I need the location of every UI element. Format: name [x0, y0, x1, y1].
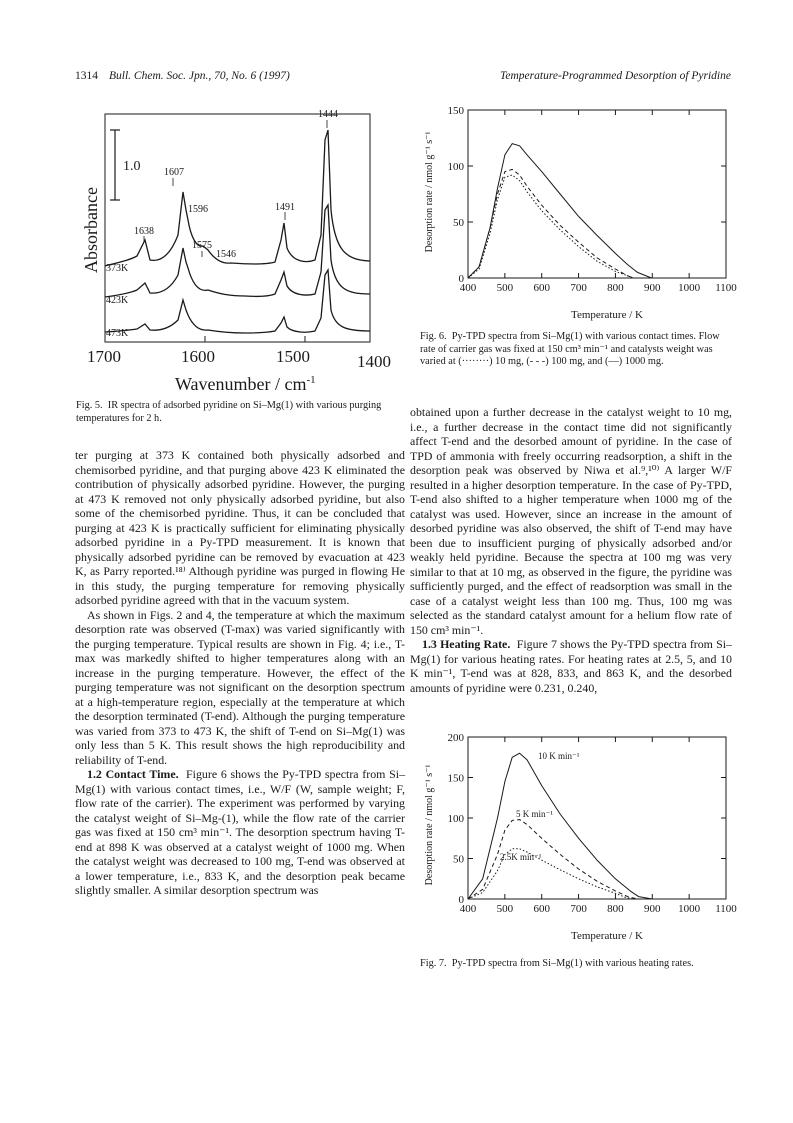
- fig7-ylabel: Desorption rate / nmol g⁻¹ s⁻¹: [424, 764, 435, 886]
- fig5-xtick-1400: 1400: [357, 352, 391, 371]
- fig7-caption-label: Fig. 7.: [420, 958, 447, 969]
- fig7-curve-label-5k: 5 K min⁻¹: [516, 809, 553, 819]
- fig5-ir-spectra: [75, 100, 405, 400]
- fig7-caption: [420, 958, 730, 971]
- right-paragraph-2: [410, 637, 732, 695]
- fig7-ytick-label-200: 200: [447, 732, 464, 744]
- fig6-xtick-label-400: 400: [459, 282, 477, 294]
- fig6-series-2: [468, 175, 726, 278]
- fig5-series-373k: 373K: [106, 263, 129, 274]
- fig7-xtick-label-600: 600: [533, 903, 550, 915]
- fig6-xtick-label-700: 700: [570, 282, 587, 294]
- page-number: 1314: [75, 70, 98, 82]
- fig5-caption-text: IR spectra of adsorbed pyridine on Si–Mg(1) with various purging temperatures for 2 h.: [76, 400, 382, 424]
- fig5-trace-473k: [105, 270, 370, 333]
- fig7-ytick-label-100: 100: [447, 813, 464, 825]
- left-paragraph-2: As shown in Figs. 2 and 4, the temperature at which the maximum desorption rate was observed (T-max) was varied significantly with the purging temperature. Typical results are shown in Fig. 4; i.e., T-max was markedly shifted to higher temperatures along with an increase in the purging temperature. However, the effect of the purging temperature was not significant on the desorption spectrum at a high-temperature region, especially at the temperature at which the desorption terminated (T-end). Although the purging temperature was varied from 373 to 473 K, the shift of T-end on Si–Mg(1) was only less than 5 K. This result shows the high reproducibility and reliability of T-end.: [75, 607, 405, 767]
- section-1-2-text: Figure 6 shows the Py-TPD spectra from Si–Mg(1) with various contact times, i.e., W/F (W, sample weight; F, flow rate of the carrier). The experiment was performed by varying the catalyst weight of Si–Mg-(1), while the flow rate of the carrier gas was fixed at 150 cm³ min⁻¹. The desorption spectrum having T-end at 898 K was observed at a catalyst weight of 1000 mg. When the catalyst weight was decreased to 100 mg, T-end was observed at a lower temperature, i.e., 833 K, and the desorption peak became slightly smaller. A similar desorption spectrum was: [75, 767, 406, 897]
- fig7-xtick-label-400: 400: [459, 903, 477, 915]
- left-column: [75, 448, 405, 898]
- fig7-xtick-label-500: 500: [496, 903, 514, 915]
- fig6-xtick-label-800: 800: [607, 282, 624, 294]
- fig5-peak-1575: 1575: [192, 240, 212, 251]
- fig6-caption-text: Py-TPD spectra from Si–Mg(1) with various contact times. Flow rate of carrier gas was fixed at 150 cm³ min⁻¹ and catalysts weight was varied at (········) 10 mg, (- - -) 100 mg, and (—) 1000 mg.: [420, 331, 720, 367]
- fig5-xtick-1700: 1700: [87, 347, 121, 366]
- fig6-ytick-label-100: 100: [447, 161, 464, 173]
- fig5-trace-423k: [105, 205, 370, 297]
- fig7-xtick-label-1100: 1100: [715, 903, 737, 915]
- fig6-caption-label: Fig. 6.: [420, 331, 447, 342]
- fig5-peak-1638: 1638: [134, 226, 154, 237]
- fig7-ytick-label-50: 50: [453, 853, 464, 866]
- fig6-xtick-label-600: 600: [533, 282, 550, 294]
- fig5-peak-1491: 1491: [275, 202, 295, 213]
- section-1-3-heading: 1.3 Heating Rate.: [422, 637, 511, 651]
- section-1-2-heading: 1.2 Contact Time.: [87, 767, 179, 781]
- fig6-ylabel: Desorption rate / nmol g⁻¹ s⁻¹: [424, 131, 435, 253]
- fig6-chart: [420, 100, 737, 322]
- fig5-xtick-1600: 1600: [181, 347, 215, 366]
- fig7-ytick-label-150: 150: [447, 772, 464, 785]
- fig6-ytick-label-0: 0: [458, 273, 464, 285]
- fig5-caption: [76, 400, 402, 425]
- fig5-scale-label: 1.0: [123, 159, 141, 174]
- fig7-chart: [420, 725, 737, 943]
- fig7-curve-label-10k: 10 K min⁻¹: [538, 751, 580, 761]
- fig7-xtick-label-900: 900: [644, 903, 661, 915]
- fig6-xlabel: Temperature / K: [571, 309, 643, 321]
- left-paragraph-3: [75, 767, 405, 898]
- fig5-xtick-1500: 1500: [276, 347, 310, 366]
- fig7-xtick-label-1000: 1000: [678, 903, 701, 915]
- fig5-ylabel: Absorbance: [81, 187, 101, 273]
- fig5-peak-1607: 1607: [164, 167, 184, 178]
- fig6-xtick-label-500: 500: [496, 282, 514, 294]
- fig7-curve-label-2-5k: 2.5K min⁻¹: [500, 852, 542, 862]
- fig7-caption-text: Py-TPD spectra from Si–Mg(1) with various heating rates.: [451, 958, 694, 969]
- fig5-xlabel: Wavenumber / $cm^{-1}$: [175, 374, 316, 394]
- journal-reference: Bull. Chem. Soc. Jpn., 70, No. 6 (1997): [109, 70, 290, 82]
- fig5-caption-label: Fig. 5.: [76, 400, 103, 411]
- fig6-xtick-label-1000: 1000: [678, 282, 701, 294]
- right-column: [410, 405, 732, 695]
- section-1-3-text: Figure 7 shows the Py-TPD spectra from Si–Mg(1) for various heating rates. For heating rates at 2.5, 5, and 10 K min⁻¹, T-end was at 828, 833, and 863 K, and the desorbed amounts of pyridine were 0.231, 0.240,: [410, 637, 732, 695]
- fig7-ytick-label-0: 0: [458, 894, 464, 906]
- fig7-xlabel: Temperature / K: [571, 930, 643, 942]
- fig5-peak-1444: 1444: [318, 109, 338, 120]
- fig7-frame: [468, 737, 726, 899]
- fig6-ytick-label-150: 150: [447, 105, 464, 117]
- fig6-ytick-label-50: 50: [453, 217, 464, 229]
- fig6-caption: [420, 331, 730, 369]
- fig5-peak-1546: 1546: [216, 249, 236, 260]
- fig6-frame: [468, 110, 726, 278]
- fig6-xtick-label-900: 900: [644, 282, 661, 294]
- left-paragraph-1: ter purging at 373 K contained both physically adsorbed and chemisorbed pyridine, and that purging above 423 K eliminated the contribution of physically adsorbed pyridine. However, the purging at 473 K removed not only physically adsorbed pyridine, but also some of the chemisorbed pyridine. Thus, it can be concluded that purging at 423 K is practically sufficient for eliminating physically adsorbed pyridine in a Py-TPD measurement. It is known that physically adsorbed pyridine can be removed by evacuation at 423 K, as Parry reported.¹⁸⁾ Although pyridine was purged in flowing He in this study, the purging temperature for removing physically adsorbed pyridine agreed with that in the vacuum system.: [75, 448, 405, 607]
- running-title: Temperature-Programmed Desorption of Pyridine: [500, 70, 731, 82]
- fig7-series-0: [468, 753, 726, 899]
- fig5-scale-bar: [110, 130, 120, 200]
- fig5-series-473k: 473K: [106, 328, 129, 339]
- right-paragraph-1: obtained upon a further decrease in the catalyst weight to 10 mg, i.e., a further decrease in the contact time did not significantly affect T-end and the desorbed amount of pyridine. In the case of TPD of ammonia with freely occurring readsorption, a shift in the desorption peak was observed by Niwa et al.⁹,¹⁰⁾ A larger W/F resulted in a higher desorption temperature. In the case of Py-TPD, T-end also shifted to a higher temperature when 1000 mg of the catalyst was used. However, since an increase in the amount of desorbed pyridine was also observed, the shift of T-end may have been due to insufficient purging of physically adsorbed and/or weakly held pyridine. Because the spectra at 100 mg was very similar to that at 10 mg, as observed in the figure, the pyridine was sufficiently purged, and the effect of readsorption was small in the case of a catalyst weight less than 100 mg. Thus, 100 mg was selected as the standard catalyst amount for a helium flow rate of 150 cm³ min⁻¹.: [410, 405, 732, 637]
- fig7-xtick-label-700: 700: [570, 903, 587, 915]
- fig7-xtick-label-800: 800: [607, 903, 624, 915]
- fig5-peak-1596: 1596: [188, 204, 208, 215]
- fig6-xtick-label-1100: 1100: [715, 282, 737, 294]
- fig5-series-423k: 423K: [106, 295, 129, 306]
